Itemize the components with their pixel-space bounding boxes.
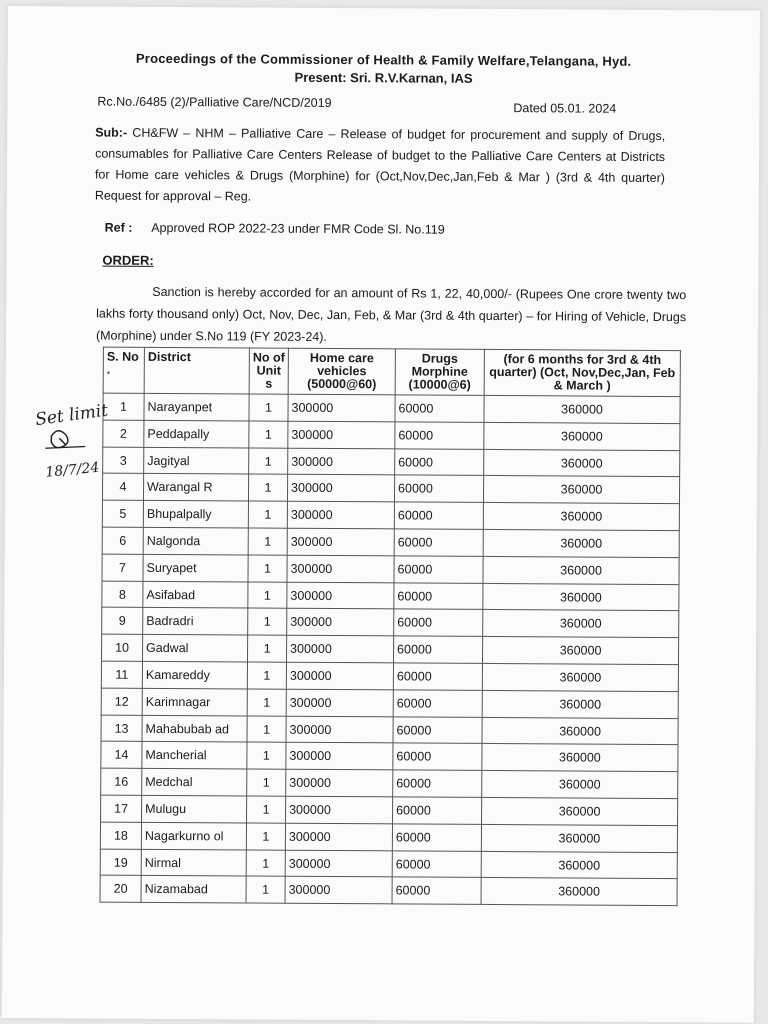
cell-homecare: 300000 <box>288 394 395 421</box>
cell-drugs: 60000 <box>393 663 482 690</box>
reference-number: Rc.No./6485 (2)/Palliative Care/NCD/2019 <box>97 94 332 110</box>
cell-units: 1 <box>248 501 287 528</box>
table-row <box>101 795 678 825</box>
cell-drugs: 60000 <box>393 743 482 770</box>
cell-total: 360000 <box>481 824 677 852</box>
subject-label: Sub:- <box>95 125 128 140</box>
cell-sno: 4 <box>102 473 143 500</box>
cell-district: Mulugu <box>142 795 247 822</box>
cell-sno: 11 <box>101 661 142 688</box>
cell-drugs: 60000 <box>393 690 482 717</box>
table-header-row <box>103 347 680 397</box>
cell-district: Mancherial <box>142 742 247 769</box>
cell-sno: 5 <box>102 500 143 527</box>
cell-district: Badradri <box>143 608 248 635</box>
cell-drugs: 60000 <box>394 502 483 529</box>
sanction-paragraph <box>96 281 686 351</box>
table-row <box>102 500 679 530</box>
cell-drugs: 60000 <box>392 877 481 904</box>
cell-homecare: 300000 <box>285 823 392 850</box>
cell-drugs: 60000 <box>393 636 482 663</box>
cell-units: 1 <box>246 850 285 877</box>
cell-homecare: 300000 <box>287 501 394 528</box>
handwritten-note <box>31 398 132 491</box>
cell-sno: 3 <box>103 447 144 474</box>
cell-sno: 9 <box>102 607 143 634</box>
cell-homecare: 300000 <box>286 769 393 796</box>
cell-sno: 10 <box>102 634 143 661</box>
cell-homecare: 300000 <box>285 850 392 877</box>
table-row <box>102 554 679 584</box>
cell-district: Bhupalpally <box>143 501 248 528</box>
cell-total: 360000 <box>482 690 678 718</box>
cell-units: 1 <box>247 635 286 662</box>
cell-units: 1 <box>248 528 287 555</box>
cell-units: 1 <box>248 608 287 635</box>
cell-district: Nirmal <box>141 849 246 876</box>
handwritten-set-limit: Set limit <box>34 400 110 431</box>
cell-sno: 18 <box>100 822 141 849</box>
cell-units: 1 <box>249 394 288 421</box>
cell-drugs: 60000 <box>394 582 483 609</box>
cell-district: Kamareddy <box>142 661 247 688</box>
cell-total: 360000 <box>481 878 677 906</box>
cell-total: 360000 <box>484 422 680 450</box>
cell-homecare: 300000 <box>288 448 395 475</box>
cell-homecare: 300000 <box>286 662 393 689</box>
handwritten-date: 18/7/24 <box>44 459 101 481</box>
cell-district: Asifabad <box>143 581 248 608</box>
cell-homecare: 300000 <box>286 743 393 770</box>
table-row <box>102 581 679 611</box>
cell-sno: 2 <box>103 420 144 447</box>
table-row <box>102 527 679 557</box>
table-row <box>103 447 680 477</box>
table-row <box>102 634 679 664</box>
cell-district: Mahabubab ad <box>142 715 247 742</box>
cell-drugs: 60000 <box>392 850 481 877</box>
proceedings-title: Proceedings of the Commissioner of Health & Family Welfare,Telangana, Hyd. <box>135 50 632 69</box>
district-budget-table <box>100 347 681 907</box>
order-heading: ORDER: <box>102 252 154 268</box>
sanction-text: Sanction is hereby accorded for an amount of Rs 1, 22, 40,000/- (Rupees One crore twenty two lakhs forty thousand only) Oct, Nov, Dec, Jan, Feb, & Mar (3rd & 4th quarter) – for Hiring of Vehicle, Drugs (Morphine) under S.No 119 (FY 2023-24). <box>95 284 687 344</box>
cell-district: Karimnagar <box>142 688 247 715</box>
cell-district: Nizamabad <box>141 876 246 903</box>
header-drugs: Drugs Morphine (10000@6) <box>395 349 484 396</box>
cell-homecare: 300000 <box>286 689 393 716</box>
cell-district: Narayanpet <box>144 393 249 420</box>
cell-total: 360000 <box>482 717 678 745</box>
cell-drugs: 60000 <box>393 770 482 797</box>
cell-total: 360000 <box>481 851 677 879</box>
cell-units: 1 <box>249 448 288 475</box>
cell-units: 1 <box>247 769 286 796</box>
cell-homecare: 300000 <box>286 635 393 662</box>
cell-total: 360000 <box>483 583 679 611</box>
cell-units: 1 <box>247 742 286 769</box>
header-district: District <box>144 347 249 394</box>
cell-drugs: 60000 <box>392 824 481 851</box>
ref-label: Ref : <box>104 220 133 235</box>
cell-homecare: 300000 <box>287 528 394 555</box>
cell-total: 360000 <box>482 663 678 691</box>
table-row <box>101 715 678 745</box>
cell-units: 1 <box>249 421 288 448</box>
cell-sno: 20 <box>100 875 141 902</box>
cell-total: 360000 <box>484 395 680 423</box>
subject-paragraph <box>95 123 666 210</box>
cell-sno: 19 <box>100 849 141 876</box>
cell-total: 360000 <box>483 610 679 638</box>
cell-units: 1 <box>248 582 287 609</box>
header-units: No of Unit s <box>249 348 288 394</box>
cell-homecare: 300000 <box>288 421 395 448</box>
table-row <box>100 875 677 905</box>
header-sno: S. No . <box>103 347 144 393</box>
cell-district: Nalgonda <box>143 527 248 554</box>
cell-drugs: 60000 <box>395 422 484 449</box>
cell-district: Medchal <box>142 768 247 795</box>
cell-drugs: 60000 <box>394 475 483 502</box>
table-row <box>101 741 678 771</box>
table-row <box>102 607 679 637</box>
initials-scribble <box>51 431 68 448</box>
reference-line <box>105 221 445 237</box>
cell-homecare: 300000 <box>286 796 393 823</box>
cell-total: 360000 <box>482 637 678 665</box>
cell-units: 1 <box>247 662 286 689</box>
cell-district: Nagarkurno ol <box>141 822 246 849</box>
table-row <box>101 688 678 718</box>
cell-homecare: 300000 <box>285 877 392 904</box>
cell-units: 1 <box>248 555 287 582</box>
cell-sno: 8 <box>102 581 143 608</box>
cell-total: 360000 <box>483 476 679 504</box>
cell-district: Warangal R <box>143 474 248 501</box>
cell-drugs: 60000 <box>393 797 482 824</box>
table-row <box>100 849 677 879</box>
subject-text: CH&FW – NHM – Palliative Care – Release of budget for procurement and supply of Drugs, consumables for Palliative Care Centers Release of budget to the Palliative Care Centers at Districts for Home care vehicles & Drugs (Morphine) for (Oct,Nov,Dec,Jan,Feb & Mar ) (3rd & 4th quarter) Request for approval – Reg. <box>94 125 666 204</box>
cell-units: 1 <box>246 876 285 903</box>
date-line: Dated 05.01. 2024 <box>513 101 617 116</box>
cell-drugs: 60000 <box>395 395 484 422</box>
cell-homecare: 300000 <box>287 555 394 582</box>
cell-units: 1 <box>247 796 286 823</box>
cell-drugs: 60000 <box>393 716 482 743</box>
cell-homecare: 300000 <box>286 716 393 743</box>
cell-sno: 1 <box>103 393 144 420</box>
cell-sno: 6 <box>102 527 143 554</box>
cell-homecare: 300000 <box>287 609 394 636</box>
table-row <box>102 473 679 503</box>
document-page <box>2 6 760 1023</box>
cell-units: 1 <box>247 716 286 743</box>
header-homecare: Home care vehicles (50000@60) <box>288 348 395 395</box>
table-row <box>101 768 678 798</box>
cell-total: 360000 <box>483 556 679 584</box>
cell-district: Peddapally <box>144 420 249 447</box>
cell-district: Jagityal <box>144 447 249 474</box>
cell-sno: 12 <box>101 688 142 715</box>
cell-sno: 17 <box>101 795 142 822</box>
cell-units: 1 <box>247 689 286 716</box>
ref-text: Approved ROP 2022-23 under FMR Code Sl. No.119 <box>151 220 445 237</box>
cell-drugs: 60000 <box>394 556 483 583</box>
cell-total: 360000 <box>483 503 679 531</box>
underline-stroke <box>45 446 85 448</box>
header-total: (for 6 months for 3rd & 4th quarter) (Oct, Nov,Dec,Jan, Feb & March ) <box>484 349 680 396</box>
table-row <box>100 822 677 852</box>
cell-district: Gadwal <box>142 635 247 662</box>
table-row <box>103 420 680 450</box>
table-row <box>103 393 680 423</box>
cell-total: 360000 <box>482 771 678 799</box>
cell-sno: 16 <box>101 768 142 795</box>
cell-homecare: 300000 <box>287 475 394 502</box>
cell-sno: 13 <box>101 715 142 742</box>
cell-units: 1 <box>248 474 287 501</box>
cell-drugs: 60000 <box>395 448 484 475</box>
cell-total: 360000 <box>484 449 680 477</box>
cell-drugs: 60000 <box>394 609 483 636</box>
present-line: Present: Sri. R.V.Karnan, IAS <box>294 69 473 86</box>
cell-sno: 14 <box>101 741 142 768</box>
table-row <box>101 661 678 691</box>
cell-drugs: 60000 <box>394 529 483 556</box>
cell-units: 1 <box>246 823 285 850</box>
cell-total: 360000 <box>482 744 678 772</box>
cell-sno: 7 <box>102 554 143 581</box>
cell-total: 360000 <box>483 529 679 557</box>
cell-homecare: 300000 <box>287 582 394 609</box>
cell-district: Suryapet <box>143 554 248 581</box>
cell-total: 360000 <box>482 797 678 825</box>
